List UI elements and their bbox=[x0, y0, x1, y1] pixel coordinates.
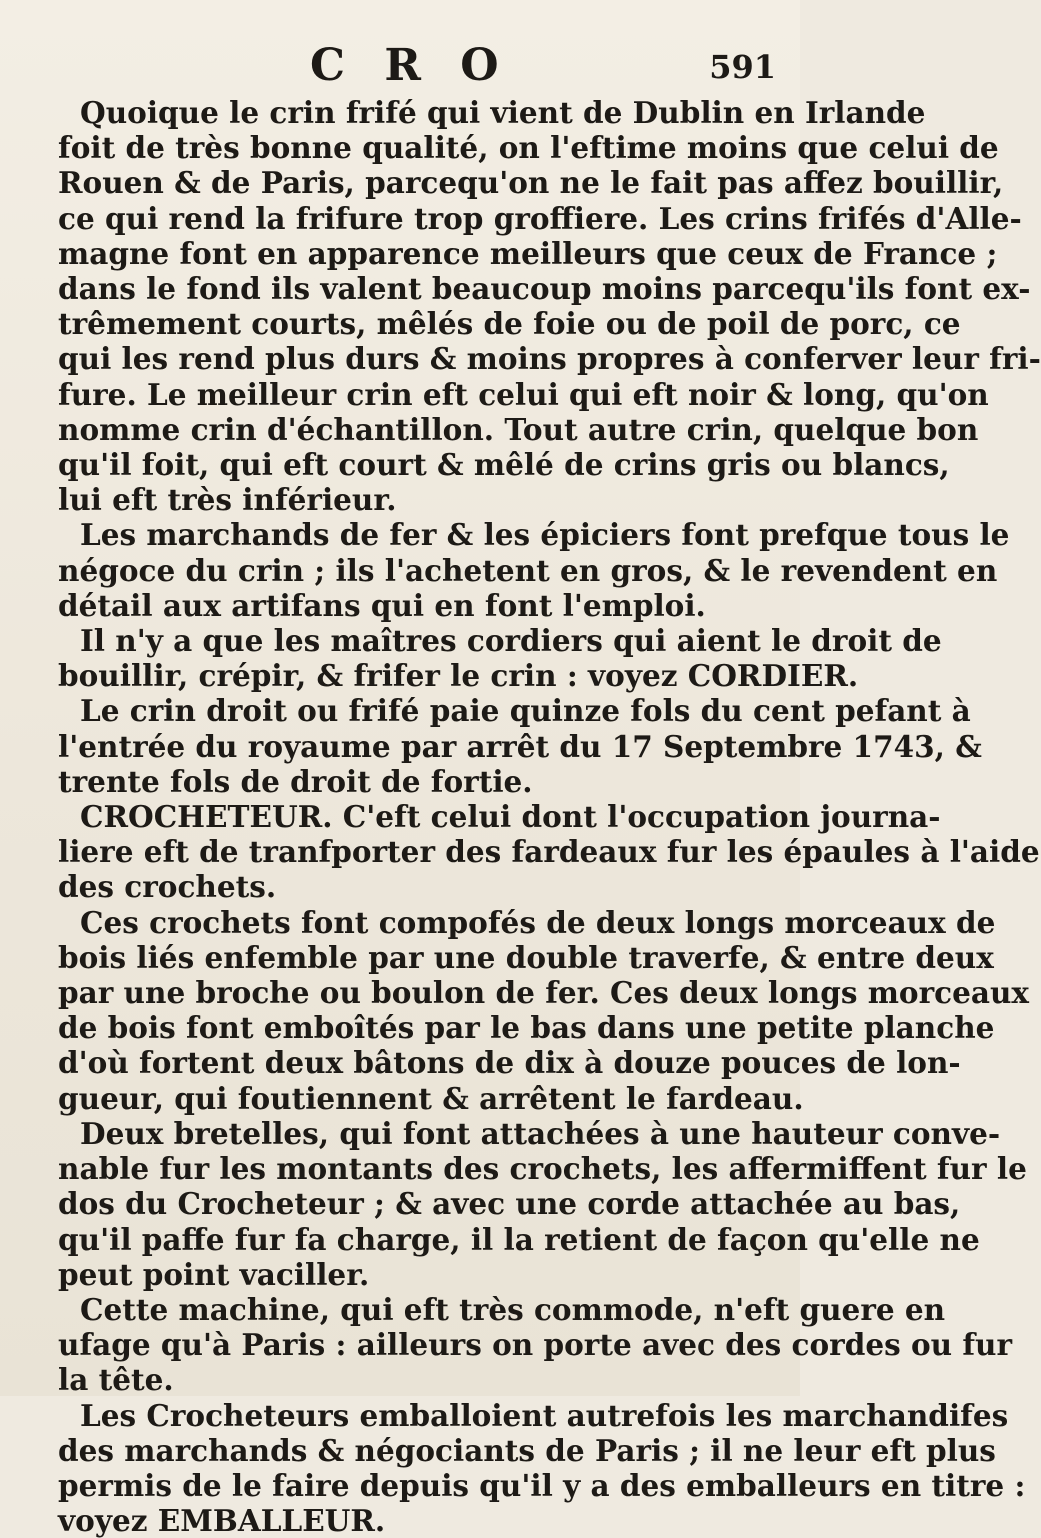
text-line: fure. Le meilleur crin eft celui qui eft noir & long, qu'on bbox=[58, 376, 989, 412]
text-line: foit de très bonne qualité, on l'eftime moins que celui de bbox=[58, 130, 999, 166]
text-line: de bois font emboîtés par le bas dans une petite planche bbox=[58, 1010, 995, 1046]
body-text bbox=[58, 95, 1041, 1538]
text-line: d'où fortent deux bâtons de dix à douze pouces de lon- bbox=[58, 1045, 961, 1081]
text-line: lui eft très inférieur. bbox=[58, 482, 397, 518]
text-line: liere eft de tranfporter des fardeaux fur les épaules à l'aide bbox=[58, 834, 1040, 870]
text-line: nable fur les montants des crochets, les affermiffent fur le bbox=[58, 1151, 1027, 1187]
text-line: trêmement courts, mêlés de foie ou de poil de porc, ce bbox=[58, 306, 961, 342]
text-line: qui les rend plus durs & moins propres à conferver leur fri- bbox=[58, 341, 1041, 377]
text-line: Cette machine, qui eft très commode, n'eft guere en bbox=[80, 1291, 946, 1327]
text-line: l'entrée du royaume par arrêt du 17 Septembre 1743, & bbox=[58, 728, 982, 764]
page-header bbox=[0, 40, 800, 90]
text-line: dans le fond ils valent beaucoup moins parcequ'ils font ex- bbox=[58, 271, 1031, 307]
text-line: peut point vaciller. bbox=[58, 1256, 370, 1292]
text-line: Rouen & de Paris, parcequ'on ne le fait pas affez bouillir, bbox=[58, 165, 1004, 201]
text-line: magne font en apparence meilleurs que ceux de France ; bbox=[58, 235, 998, 271]
text-line: Ces crochets font compofés de deux longs morceaux de bbox=[80, 904, 996, 940]
text-line: détail aux artifans qui en font l'emploi. bbox=[58, 587, 706, 623]
text-line: Le crin droit ou frifé paie quinze fols du cent pefant à bbox=[80, 693, 971, 729]
text-line: trente fols de droit de fortie. bbox=[58, 763, 533, 799]
text-line: bouillir, crépir, & frifer le crin : voyez CORDIER. bbox=[58, 658, 859, 694]
text-line: qu'il foit, qui eft court & mêlé de crins gris ou blancs, bbox=[58, 447, 950, 483]
text-line: bois liés enfemble par une double traverfe, & entre deux bbox=[58, 939, 994, 975]
text-line: dos du Crocheteur ; & avec une corde attachée au bas, bbox=[58, 1186, 961, 1222]
text-line: permis de le faire depuis qu'il y a des emballeurs en titre : bbox=[58, 1467, 1026, 1503]
text-line: CROCHETEUR. C'eft celui dont l'occupation journa- bbox=[80, 799, 941, 835]
text-line: nomme crin d'échantillon. Tout autre crin, quelque bon bbox=[58, 411, 979, 447]
text-line: Les Crocheteurs emballoient autrefois les marchandifes bbox=[80, 1397, 1009, 1433]
running-head: C R O bbox=[310, 40, 511, 91]
text-line: Quoique le crin frifé qui vient de Dublin en Irlande bbox=[80, 95, 926, 130]
text-line: par une broche ou boulon de fer. Ces deux longs morceaux bbox=[58, 975, 1030, 1011]
text-line: ce qui rend la frifure trop groffiere. Les crins frifés d'Alle- bbox=[58, 200, 1022, 236]
text-line: la tête. bbox=[58, 1362, 174, 1398]
text-line: qu'il paffe fur fa charge, il la retient de façon qu'elle ne bbox=[58, 1221, 980, 1257]
page-number: 591 bbox=[709, 48, 776, 86]
text-line: des crochets. bbox=[58, 869, 277, 905]
text-line: ufage qu'à Paris : ailleurs on porte avec des cordes ou fur bbox=[58, 1327, 1013, 1363]
text-line: gueur, qui foutiennent & arrêtent le fardeau. bbox=[58, 1080, 804, 1116]
text-line: Il n'y a que les maîtres cordiers qui aient le droit de bbox=[80, 623, 942, 659]
text-line: des marchands & négociants de Paris ; il ne leur eft plus bbox=[58, 1432, 996, 1468]
text-line: négoce du crin ; ils l'achetent en gros, & le revendent en bbox=[58, 552, 998, 588]
text-line: Deux bretelles, qui font attachées à une hauteur conve- bbox=[80, 1115, 1001, 1151]
text-line: Les marchands de fer & les épiciers font prefque tous le bbox=[80, 517, 1010, 553]
text-line: voyez EMBALLEUR. bbox=[58, 1503, 386, 1538]
